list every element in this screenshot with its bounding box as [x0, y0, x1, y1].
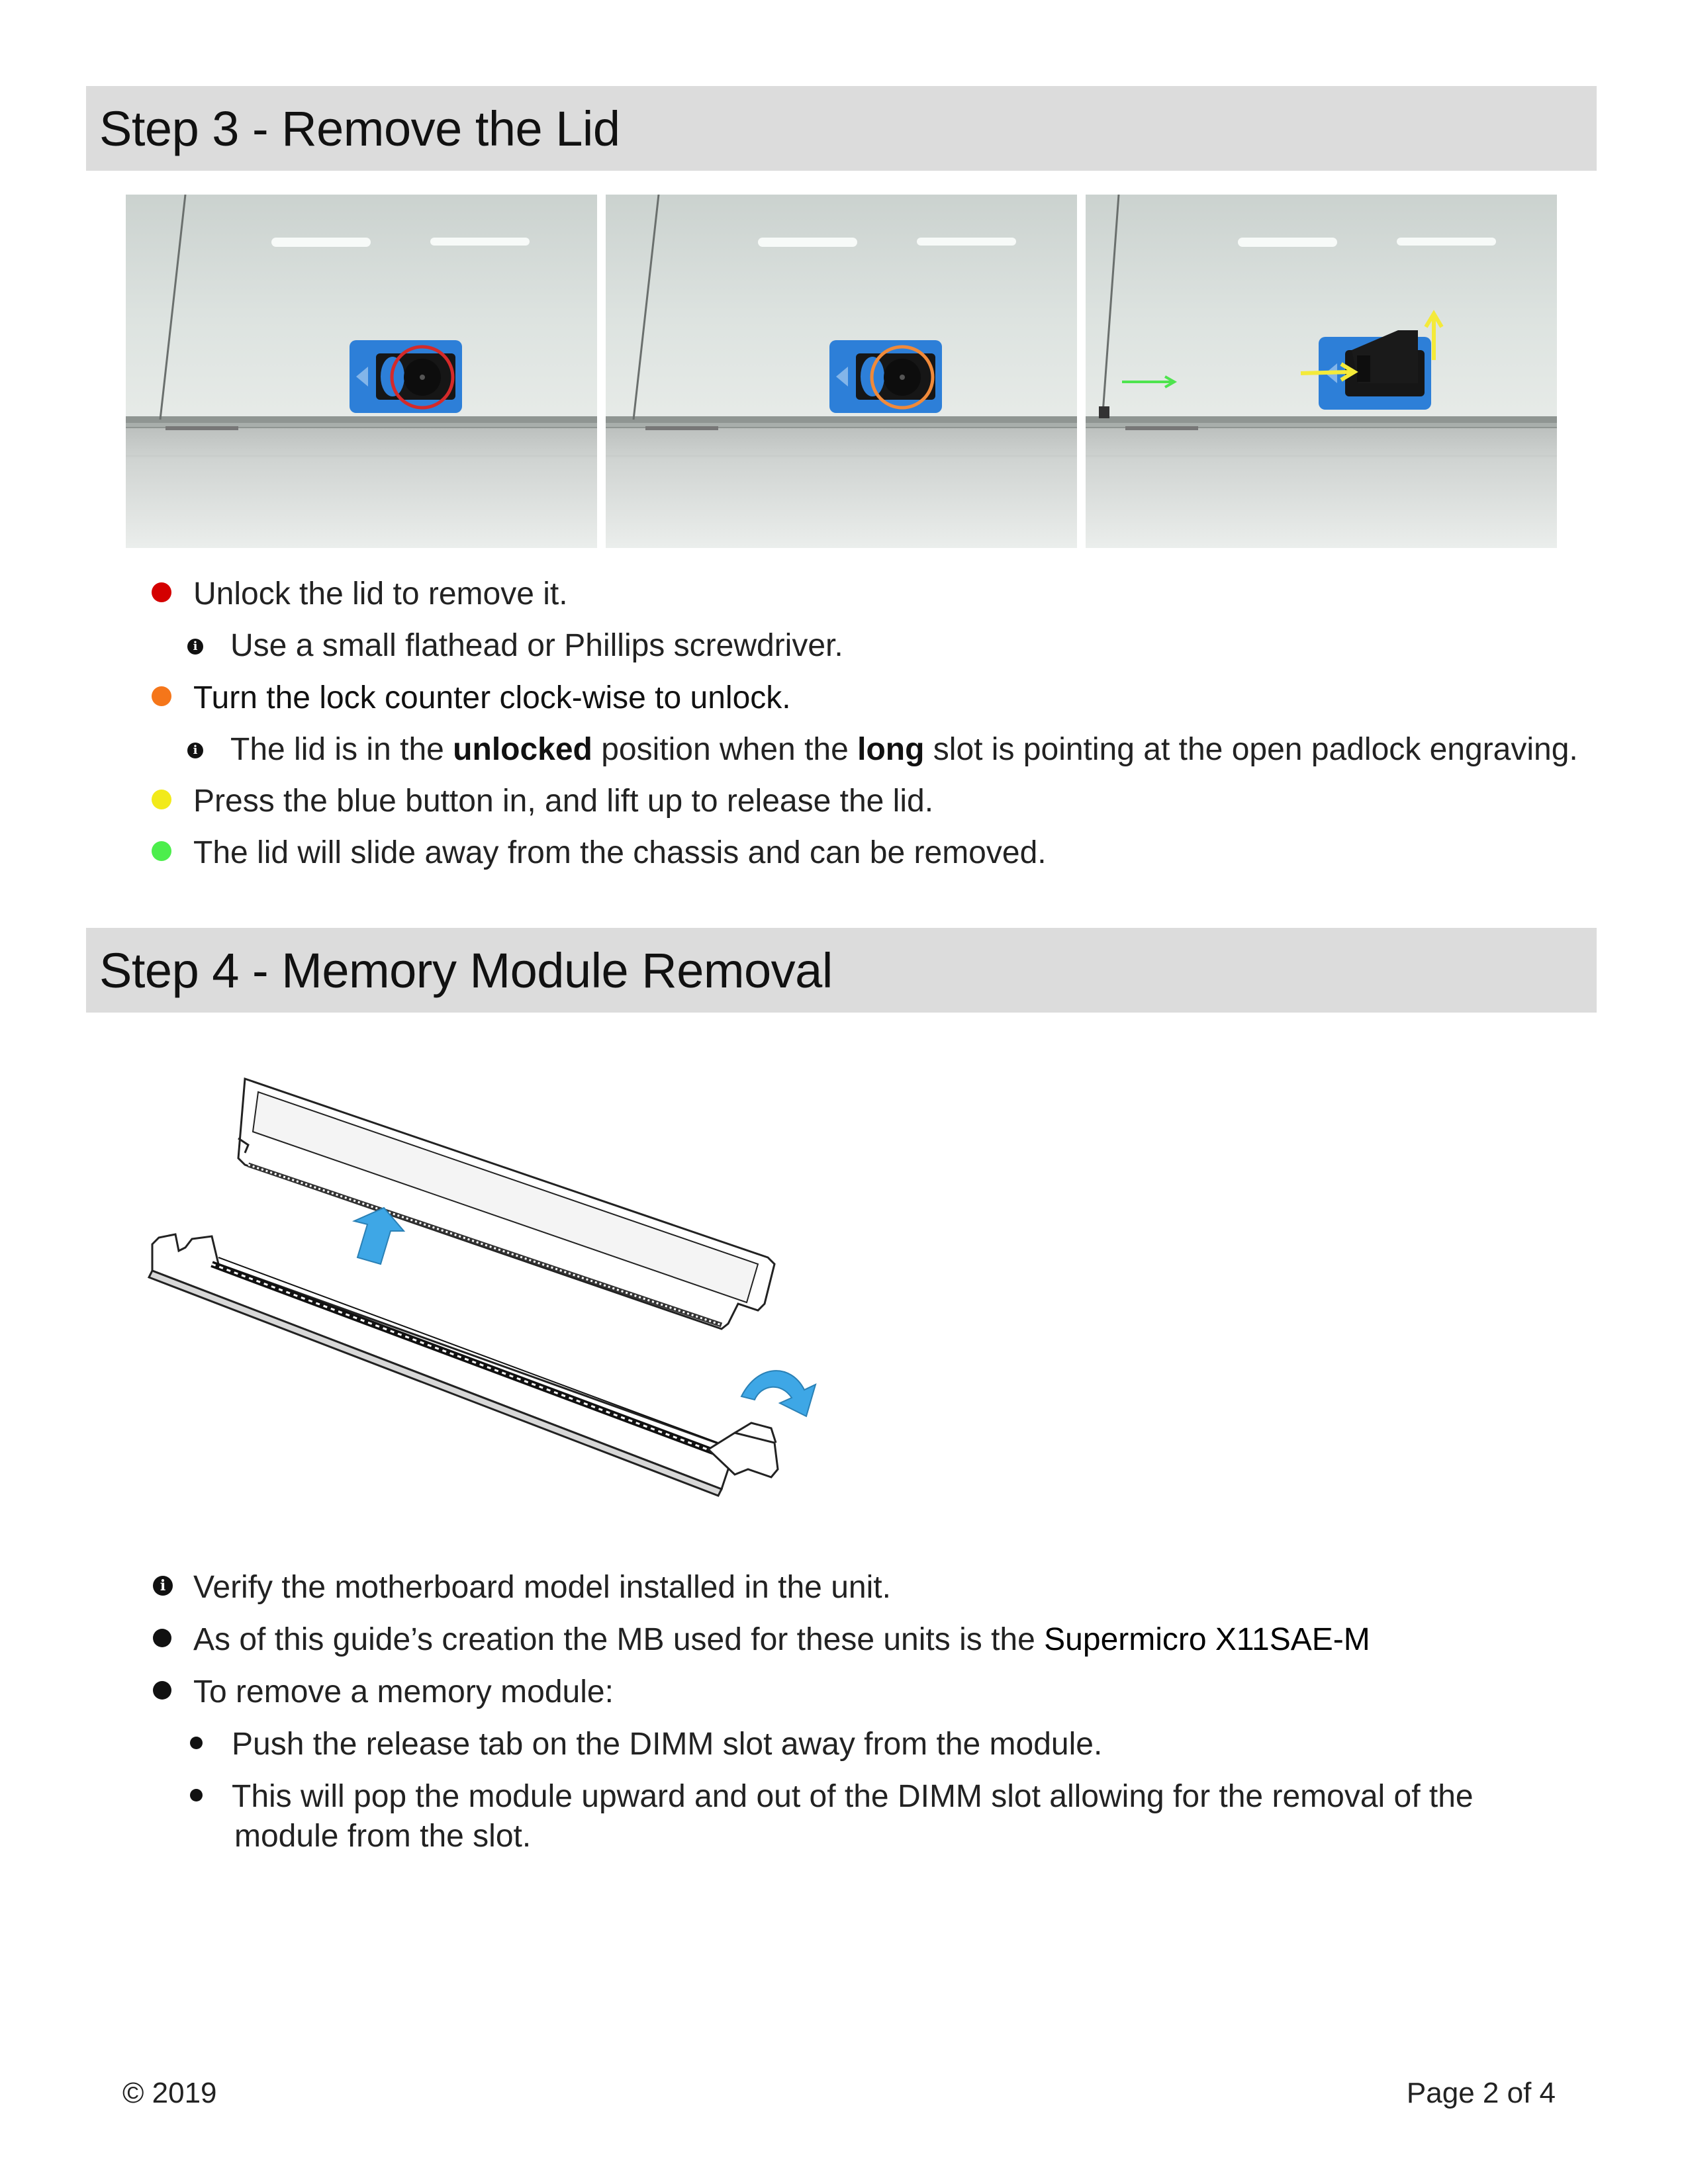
- step3-bullet-3: Press the blue button in, and lift up to release the lid.: [193, 784, 934, 819]
- lid-photo-2: [606, 195, 1077, 548]
- step3-bullet-4: The lid will slide away from the chassis and can be removed.: [193, 835, 1047, 870]
- sub-bullet: [190, 1789, 203, 1801]
- footer-page-number: Page 2 of 4: [1406, 2077, 1556, 2109]
- step4-bullet-1: Verify the motherboard model installed in the unit.: [193, 1570, 891, 1605]
- release-arrow-icon: [741, 1371, 816, 1416]
- black-bullet: [153, 1681, 171, 1700]
- step4-subbullet-1: Push the release tab on the DIMM slot away from the module.: [232, 1727, 1103, 1762]
- step4-header: [86, 928, 1597, 1013]
- dimm-removal-illustration: [139, 1066, 841, 1529]
- step3-bullet-2-note: The lid is in the unlocked position when the long slot is pointing at the open padlock engraving.: [230, 732, 1578, 767]
- step3-bullet-1: Unlock the lid to remove it.: [193, 576, 568, 612]
- black-bullet: [153, 1629, 171, 1647]
- step4-subbullet-2-line1: This will pop the module upward and out of the DIMM slot allowing for the removal of the: [232, 1779, 1474, 1814]
- step4-bullet-3: To remove a memory module:: [193, 1674, 614, 1709]
- sub-bullet: [190, 1737, 203, 1749]
- orange-bullet: [152, 686, 171, 706]
- step4-bullet-2: As of this guide’s creation the MB used for these units is the Supermicro X11SAE-M: [193, 1622, 1370, 1657]
- lid-photo-3: [1086, 195, 1557, 548]
- memory-module: [238, 1079, 774, 1329]
- step4-title: Step 4 - Memory Module Removal: [99, 943, 833, 998]
- footer-copyright: © 2019: [122, 2077, 217, 2109]
- yellow-bullet: [152, 790, 171, 809]
- step3-bullet-2: Turn the lock counter clock-wise to unlock.: [193, 680, 791, 715]
- info-icon: i: [187, 639, 203, 655]
- step3-header: [86, 86, 1597, 171]
- info-icon: i: [187, 743, 203, 758]
- green-bullet: [152, 841, 171, 861]
- step3-title: Step 3 - Remove the Lid: [99, 101, 620, 156]
- info-icon: i: [153, 1576, 173, 1596]
- lid-photo-1: [126, 195, 597, 548]
- step3-bullet-1-note: Use a small flathead or Phillips screwdriver.: [230, 628, 843, 663]
- step4-subbullet-2-line2: module from the slot.: [234, 1819, 532, 1854]
- red-bullet: [152, 582, 171, 602]
